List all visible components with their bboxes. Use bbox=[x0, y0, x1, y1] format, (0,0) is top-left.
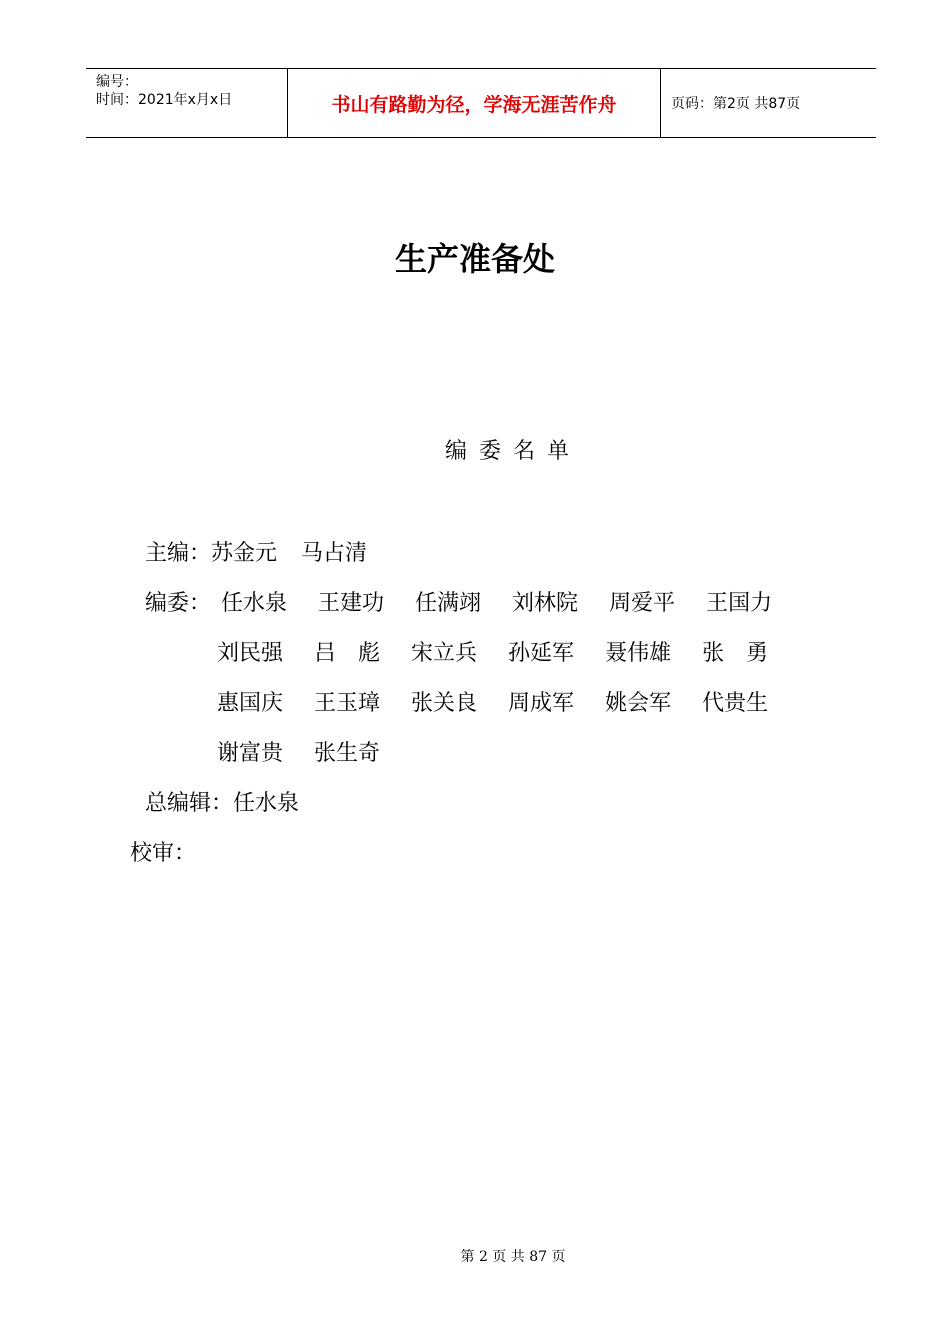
general-editor-line bbox=[145, 786, 323, 817]
editor-in-chief-line bbox=[145, 536, 391, 567]
committee-member: 谢富贵 bbox=[217, 741, 284, 766]
committee-member: 周爱平 bbox=[609, 591, 676, 616]
committee-member: 聂伟雄 bbox=[605, 641, 672, 666]
committee-member: 王建功 bbox=[318, 591, 385, 616]
header-page-info: 页码：第2页 共87页 bbox=[671, 96, 801, 112]
committee-member: 姚会军 bbox=[605, 691, 672, 716]
time-label: 时间：2021年x月x日 bbox=[96, 92, 233, 108]
editor-in-chief-label: 主编： bbox=[145, 541, 212, 566]
document-title: 生产准备处 bbox=[394, 240, 555, 278]
committee-member: 惠国庆 bbox=[217, 691, 284, 716]
committee-member: 任水泉 bbox=[221, 591, 288, 616]
committee-member: 吕 彪 bbox=[314, 641, 381, 666]
editor-name: 苏金元 bbox=[211, 541, 278, 566]
page-footer: 第 2 页 共 87 页 bbox=[460, 1249, 566, 1265]
committee-member: 任满翊 bbox=[415, 591, 482, 616]
committee-member: 周成军 bbox=[508, 691, 575, 716]
section-subtitle: 编委名单 bbox=[444, 439, 581, 464]
committee-member: 刘民强 bbox=[217, 641, 284, 666]
committee-member: 孙延军 bbox=[508, 641, 575, 666]
general-editor-label: 总编辑： bbox=[145, 791, 234, 816]
committee-row bbox=[217, 686, 792, 717]
header-meta bbox=[86, 69, 288, 137]
committee-member: 代贵生 bbox=[702, 691, 769, 716]
committee-member: 王玉璋 bbox=[314, 691, 381, 716]
committee-member: 张关良 bbox=[411, 691, 478, 716]
committee-row bbox=[217, 736, 404, 767]
review-label: 校审： bbox=[130, 841, 197, 866]
committee-label: 编委： bbox=[145, 591, 212, 616]
committee-row bbox=[217, 636, 792, 667]
committee-member: 宋立兵 bbox=[411, 641, 478, 666]
committee-member: 张生奇 bbox=[314, 741, 381, 766]
general-editor-name: 任水泉 bbox=[233, 791, 300, 816]
committee-member: 刘林院 bbox=[512, 591, 579, 616]
editor-name: 马占清 bbox=[301, 541, 368, 566]
number-label: 编号： bbox=[96, 74, 138, 90]
committee-member: 张 勇 bbox=[702, 641, 769, 666]
document-header bbox=[86, 68, 876, 138]
committee-member: 王国力 bbox=[706, 591, 773, 616]
header-motto: 书山有路勤为径，学海无涯苦作舟 bbox=[288, 69, 661, 137]
committee-row bbox=[221, 586, 796, 617]
